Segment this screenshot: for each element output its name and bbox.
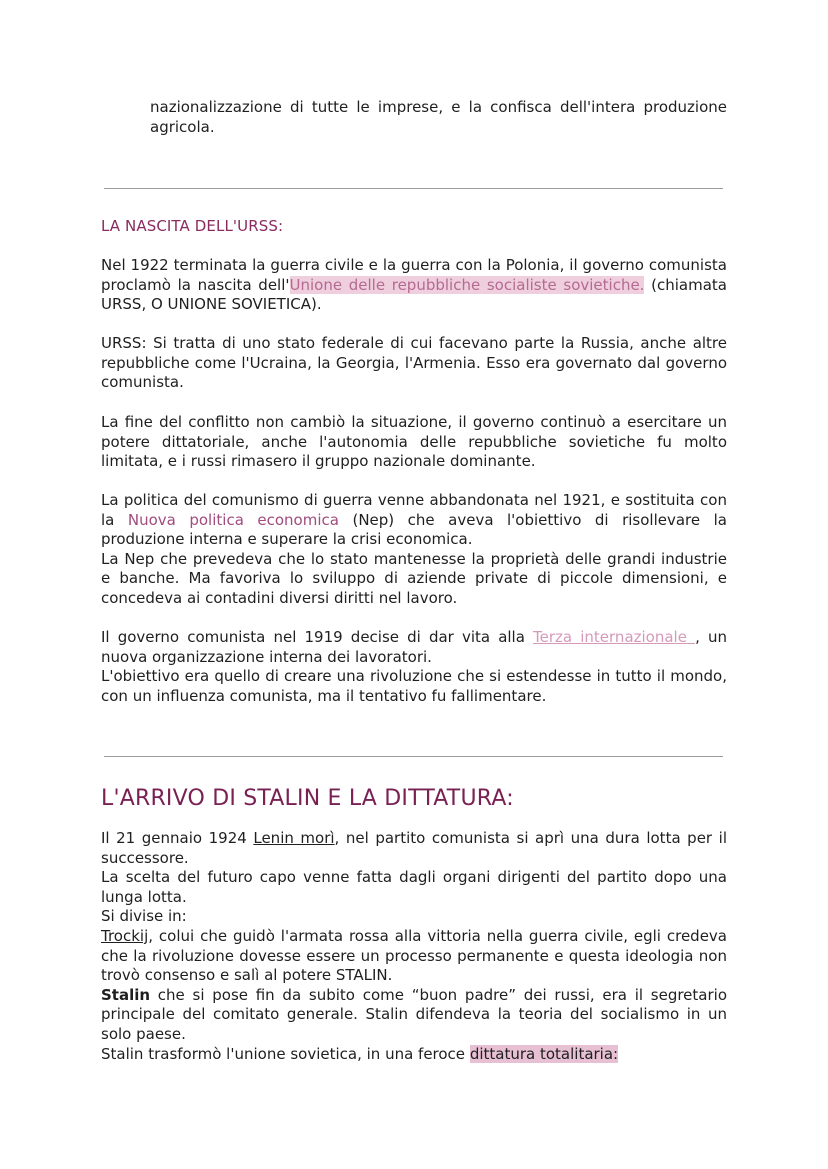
section-divider	[104, 756, 723, 757]
intro-paragraph	[150, 98, 727, 137]
text: La fine del conflitto non cambiò la situazione, il governo continuò a esercitare un potere dittatoriale, anche l'autonomia delle repubbliche sovietiche fu molto limitata, e i russi rimasero il gruppo nazionale dominante.	[101, 413, 727, 471]
text: L'obiettivo era quello di creare una rivoluzione che si estendesse in tutto il mondo, con un influenza comunista, ma il tentativo fu fallimentare.	[101, 667, 727, 705]
text: , colui che guidò l'armata rossa alla vittoria nella guerra civile, egli credeva che la rivoluzione dovesse essere un processo permanente e questa ideologia non trovò consenso e salì al potere STALIN.	[101, 926, 727, 985]
intro-text: nazionalizzazione di tutte le imprese, e la confisca dell'intera produzione agricola.	[150, 98, 727, 136]
text: La scelta del futuro capo venne fatta dagli organi dirigenti del partito dopo una lunga lotta.	[101, 868, 727, 906]
stalin-bold: Stalin	[101, 985, 151, 1004]
text: (Nep) che aveva l'obiettivo di risollevare la produzione interna e superare la crisi economica.	[101, 510, 727, 549]
text: Il 21 gennaio 1924	[101, 829, 254, 847]
urss-paragraph-5	[101, 628, 727, 706]
urss-paragraph-2	[101, 334, 727, 393]
section-title-stalin: L'ARRIVO DI STALIN E LA DITTATURA:	[101, 786, 514, 811]
trockij-underline: Trockij	[101, 926, 149, 945]
text: , un nuova organizzazione interna dei lavoratori.	[101, 628, 727, 666]
text: (chiamata URSS, O UNIONE SOVIETICA).	[101, 275, 727, 314]
urss-paragraph-4	[101, 491, 727, 609]
section-divider	[104, 188, 723, 189]
text: La Nep che prevedeva che lo stato mantenesse la proprietà delle grandi industrie e banche. Ma favoriva lo sviluppo di aziende private di piccole dimensioni, e concedeva ai contadini diversi diritti nel lavoro.	[101, 549, 727, 607]
text: Si divise in:	[101, 907, 187, 926]
text: Nel 1922 terminata la guerra civile e la guerra con la Polonia, il governo comunista proclamò la nascita dell'	[101, 256, 727, 294]
text: , nel partito comunista si aprì una dura lotta per il successore.	[101, 829, 727, 867]
text: che si pose fin da subito come “buon padre” dei russi, era il segretario principale del comitato generale. Stalin difendeva la teoria del socialismo in un solo paese.	[101, 985, 727, 1043]
urss-paragraph-1	[101, 256, 727, 315]
nep-term: Nuova politica economica	[127, 510, 339, 529]
text: Stalin trasformò l'unione sovietica, in una feroce	[101, 1044, 470, 1063]
text: URSS: Si tratta di uno stato federale di cui facevano parte la Russia, anche altre repubbliche come l'Ucraina, la Georgia, l'Armenia. Esso era governato dal governo comunista.	[101, 334, 727, 392]
highlight-dittatura: dittatura totalitaria:	[469, 1044, 619, 1063]
terza-internazionale-link[interactable]: Terza internazionale	[533, 628, 696, 646]
lenin-mori-underline: Lenin morì	[253, 829, 335, 847]
highlight-urss-name: Unione delle repubbliche socialiste sovietiche.	[289, 275, 645, 294]
section-title-urss: LA NASCITA DELL'URSS:	[101, 217, 284, 235]
text: Il governo comunista nel 1919 decise di dar vita alla	[101, 628, 534, 646]
text: La politica del comunismo di guerra venne abbandonata nel 1921, e sostituita con la	[101, 491, 727, 529]
urss-paragraph-3	[101, 413, 727, 472]
stalin-paragraph	[101, 829, 727, 1064]
